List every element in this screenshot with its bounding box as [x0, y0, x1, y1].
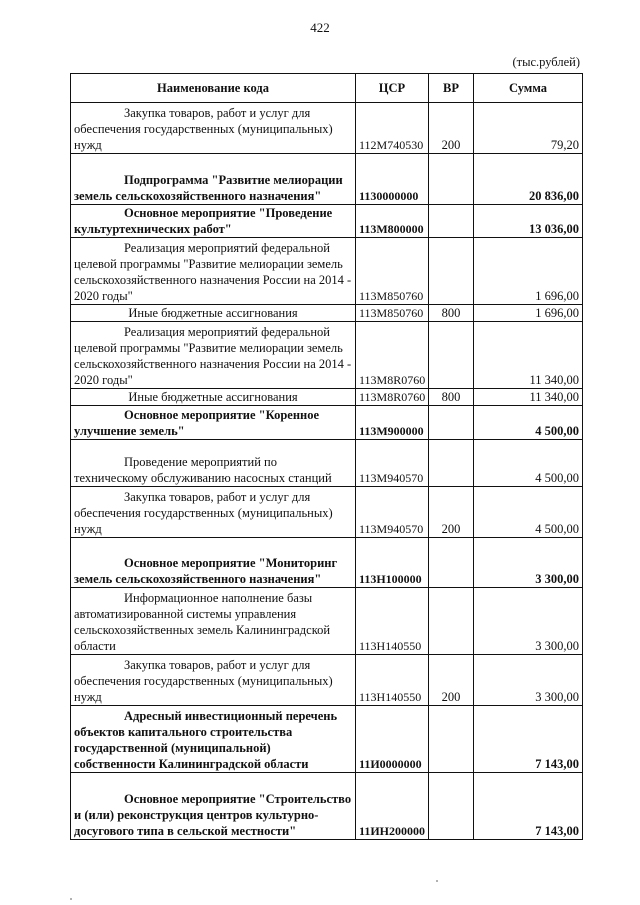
csr-cell: 113M900000 [356, 406, 429, 440]
vr-cell [429, 154, 474, 205]
name-cell: Иные бюджетные ассигнования [71, 389, 356, 406]
vr-cell [429, 406, 474, 440]
table-header-row [71, 74, 583, 103]
csr-cell: 11И0000000 [356, 706, 429, 773]
vr-cell: 800 [429, 389, 474, 406]
header-vr: ВР [429, 74, 474, 103]
vr-cell: 200 [429, 103, 474, 154]
table-row [71, 706, 583, 773]
vr-cell [429, 538, 474, 588]
table-row [71, 655, 583, 706]
name-cell: Основное мероприятие "Коренное улучшение земель" [71, 406, 356, 440]
csr-cell: 11ИН200000 [356, 773, 429, 840]
sum-cell: 1 696,00 [474, 238, 583, 305]
name-cell: Закупка товаров, работ и услуг для обеспечения государственных (муниципальных) нужд [71, 487, 356, 538]
table-body [71, 103, 583, 840]
csr-cell: 113H100000 [356, 538, 429, 588]
table-row [71, 406, 583, 440]
csr-cell: 113H140550 [356, 655, 429, 706]
name-cell: Иные бюджетные ассигнования [71, 305, 356, 322]
csr-cell: 113M8R0760 [356, 389, 429, 406]
name-cell: Информационное наполнение базы автоматизированной системы управления сельскохозяйственных земель Калининградской области [71, 588, 356, 655]
sum-cell: 4 500,00 [474, 406, 583, 440]
name-cell: Основное мероприятие "Мониторинг земель сельскохозяйственного назначения" [71, 538, 356, 588]
name-cell: Закупка товаров, работ и услуг для обеспечения государственных (муниципальных) нужд [71, 655, 356, 706]
name-cell: Основное мероприятие "Строительство и (или) реконструкция центров культурно-досугового типа в сельской местности" [71, 773, 356, 840]
sum-cell: 20 836,00 [474, 154, 583, 205]
csr-cell: 113M8R0760 [356, 322, 429, 389]
vr-cell [429, 440, 474, 487]
table-row [71, 487, 583, 538]
name-cell: Закупка товаров, работ и услуг для обеспечения государственных (муниципальных) нужд [71, 103, 356, 154]
table-row [71, 440, 583, 487]
csr-cell: 113M800000 [356, 205, 429, 238]
table-row [71, 205, 583, 238]
units-label: (тыс.рублей) [512, 55, 580, 69]
table-row [71, 154, 583, 205]
table-row [71, 322, 583, 389]
scan-dot [436, 880, 438, 882]
table-row [71, 773, 583, 840]
table-row [71, 588, 583, 655]
name-cell: Реализация мероприятий федеральной целевой программы "Развитие мелиорации земель сельскохозяйственного назначения России на 2014 - 2020 годы" [71, 238, 356, 305]
csr-cell: 113M850760 [356, 238, 429, 305]
table-row [71, 389, 583, 406]
vr-cell [429, 773, 474, 840]
csr-cell: 1130000000 [356, 154, 429, 205]
scan-dot [70, 898, 72, 900]
sum-cell: 13 036,00 [474, 205, 583, 238]
name-cell: Проведение мероприятий по техническому обслуживанию насосных станций [71, 440, 356, 487]
header-name: Наименование кода [71, 74, 356, 103]
csr-cell: 113H140550 [356, 588, 429, 655]
table-row [71, 103, 583, 154]
name-cell: Реализация мероприятий федеральной целевой программы "Развитие мелиорации земель сельскохозяйственного назначения России на 2014 - 2020 годы" [71, 322, 356, 389]
csr-cell: 113M940570 [356, 440, 429, 487]
sum-cell: 3 300,00 [474, 655, 583, 706]
table-row [71, 305, 583, 322]
sum-cell: 3 300,00 [474, 538, 583, 588]
name-cell: Адресный инвестиционный перечень объектов капитального строительства государственной (муниципальной) собственности Калининградской области [71, 706, 356, 773]
sum-cell: 3 300,00 [474, 588, 583, 655]
vr-cell: 800 [429, 305, 474, 322]
sum-cell: 7 143,00 [474, 773, 583, 840]
vr-cell [429, 706, 474, 773]
sum-cell: 11 340,00 [474, 389, 583, 406]
table-row [71, 238, 583, 305]
header-csr: ЦСР [356, 74, 429, 103]
header-sum: Сумма [474, 74, 583, 103]
table-row [71, 538, 583, 588]
name-cell: Основное мероприятие "Проведение культуртехнических работ" [71, 205, 356, 238]
sum-cell: 79,20 [474, 103, 583, 154]
csr-cell: 113M940570 [356, 487, 429, 538]
vr-cell [429, 238, 474, 305]
page-number: 422 [310, 20, 330, 35]
vr-cell: 200 [429, 487, 474, 538]
sum-cell: 4 500,00 [474, 440, 583, 487]
csr-cell: 112M740530 [356, 103, 429, 154]
csr-cell: 113M850760 [356, 305, 429, 322]
vr-cell [429, 322, 474, 389]
vr-cell: 200 [429, 655, 474, 706]
sum-cell: 11 340,00 [474, 322, 583, 389]
name-cell: Подпрограмма "Развитие мелиорации земель сельскохозяйственного назначения" [71, 154, 356, 205]
sum-cell: 4 500,00 [474, 487, 583, 538]
vr-cell [429, 205, 474, 238]
sum-cell: 1 696,00 [474, 305, 583, 322]
sum-cell: 7 143,00 [474, 706, 583, 773]
budget-table [70, 73, 583, 840]
vr-cell [429, 588, 474, 655]
